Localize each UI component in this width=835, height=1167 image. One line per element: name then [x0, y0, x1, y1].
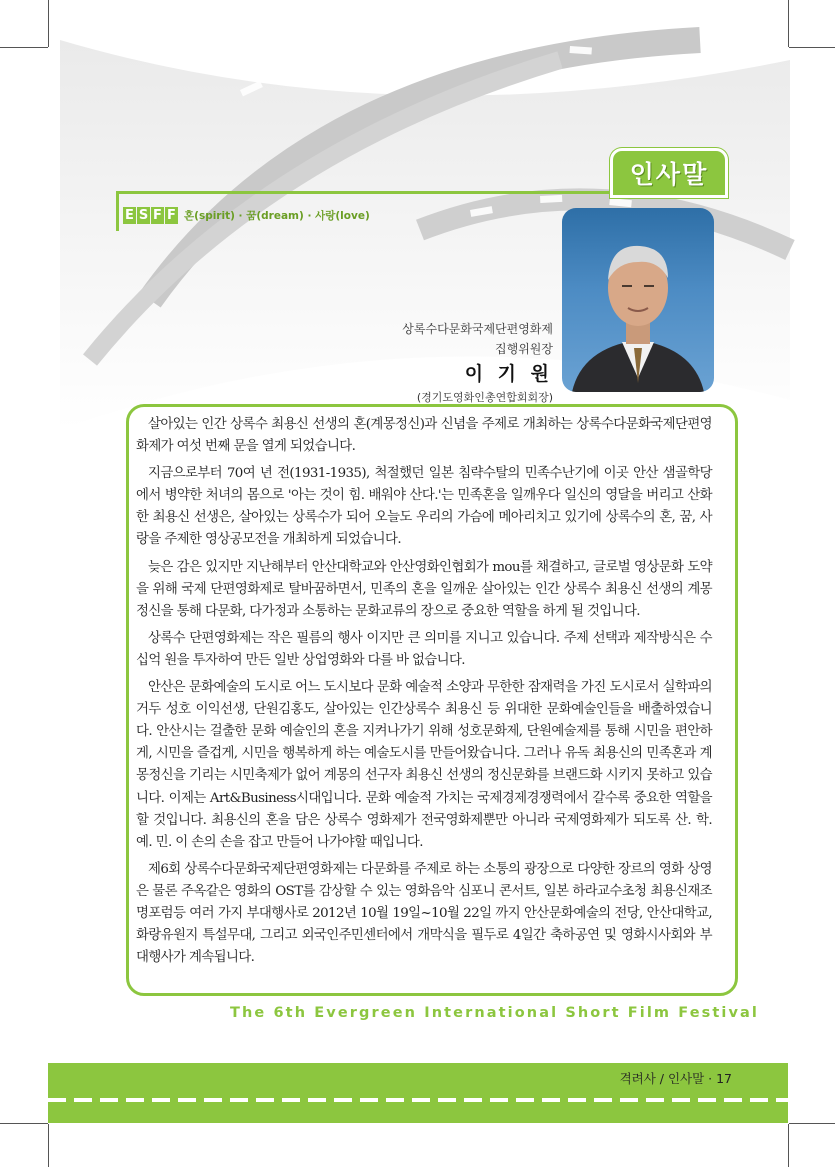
author-name: 이 기 원: [464, 363, 553, 385]
body-paragraph: 제6회 상록수다문화국제단편영화제는 다문화를 주제로 하는 소통의 광장으로 다양한 장르의 영화 상영은 물론 주옥같은 영화의 OST를 감상할 수 있는 영화음악 심포니 콘서트, 일본 하라교수초청 최용신재조명포럼등 여러 가지 부대행사로 2012년 10월 19일~10월 22일 까지 안산문화예술의 전당, 안산대학교, 화랑유원지 특설무대, 그리고 외국인주민센터에서 개막식을 필두로 4일간 축하공연 및 영화시사회와 부대행사가 계속됩니다.: [136, 861, 712, 966]
person-icon: [562, 208, 714, 392]
organization-name: 상록수다문화국제단편영화제: [402, 322, 553, 336]
page-number: 격려사 / 인사말 · 17: [619, 1071, 732, 1086]
body-paragraph: 지금으로부터 70여 년 전(1931-1935), 척절했던 일본 침략수탈의 민족수난기에 이곳 안산 샘골학당에서 병약한 처녀의 몸으로 '아는 것이 힘. 배워야 산다.'는 민족혼을 일깨우다 일신의 영달을 버리고 산화한 최용신 선생은, 살아있는 상록수가 되어 오늘도 우리의 가슴에 메아리치고 있기에 상록수의 혼, 꿈, 사랑을 주제한 영상공모전을 개최하게 되었습니다.: [136, 466, 712, 548]
logo-letter: F: [151, 207, 164, 224]
footer-dash-line: [48, 1098, 788, 1102]
section-tab: [610, 148, 728, 198]
crop-mark: [0, 1123, 48, 1124]
crop-mark: [789, 47, 835, 48]
crop-mark: [0, 47, 48, 48]
festival-logo: [123, 207, 370, 224]
header-rule-left: [116, 191, 119, 231]
logo-letter: F: [165, 207, 178, 224]
author-role: 집행위원장: [495, 342, 553, 356]
body-paragraph: 늦은 감은 있지만 지난해부터 안산대학교와 안산영화인협회가 mou를 채결하고, 글로벌 영상문화 도약을 위해 국제 단편영화제로 탈바꿈하면서, 민족의 혼을 일깨운 살아있는 인간 상록수 최용신 선생의 계몽정신을 통해 다문화, 다가정과 소통하는 문화교류의 장으로 중요한 역할을 하게 될 것입니다.: [136, 559, 712, 619]
body-paragraph: 안산은 문화예술의 도시로 어느 도시보다 문화 예술적 소양과 무한한 잠재력을 가진 도시로서 실학파의 거두 성호 이익선생, 단원김홍도, 살아있는 인간상록수 최용신 등 위대한 문화예술인들을 배출하였습니다. 안산시는 걸출한 문화 예술인의 혼을 지켜나가기 위해 성호문화제, 단원예술제를 통해 시민을 편안하게, 시민을 즐겁게, 시민을 행복하게 하는 예술도시를 만들어왔습니다. 그러나 유독 최용신의 민족혼과 계몽정신을 기리는 시민축제가 없어 계몽의 선구자 최용신 선생의 정신문화를 브랜드화 시키지 못하고 있습니다. 이제는 Art&Business시대입니다. 문화 예술적 가치는 국제경제경쟁력에서 갈수록 중요한 역할을 할 것입니다. 최용신의 혼을 담은 상록수 영화제가 전국영화제뿐만 아니라 국제영화제가 되도록 산. 학. 예. 민. 이 손의 손을 잡고 만들어 나가야할 때입니다.: [136, 680, 712, 850]
section-title: 인사말: [629, 160, 709, 189]
body-paragraph: 살아있는 인간 상록수 최용신 선생의 혼(계몽정신)과 신념을 주제로 개최하는 상록수다문화국제단편영화제가 여섯 번째 문을 열게 되었습니다.: [136, 417, 712, 455]
logo-letter: E: [123, 207, 136, 224]
body-paragraph: 상록수 단편영화제는 작은 필름의 행사 이지만 큰 의미를 지니고 있습니다. 주제 선택과 제작방식은 수십억 원을 투자하여 만든 일반 상업영화와 다를 바 없습니다.: [136, 630, 712, 668]
author-affiliation: (경기도영화인총연합회회장): [416, 391, 553, 404]
festival-name: The 6th Evergreen International Short Film Festival: [230, 1005, 759, 1021]
logo-letter: S: [138, 208, 149, 223]
crop-mark: [788, 0, 789, 47]
crop-mark: [48, 0, 49, 47]
crop-mark: [789, 1123, 835, 1124]
esff-logo: [123, 207, 178, 224]
portrait-photo: [562, 208, 714, 392]
crop-mark: [48, 1124, 49, 1167]
author-byline: [402, 320, 553, 405]
festival-tagline: 혼(spirit) · 꿈(dream) · 사랑(love): [184, 210, 370, 222]
crop-mark: [788, 1124, 789, 1167]
message-body: [136, 414, 712, 974]
